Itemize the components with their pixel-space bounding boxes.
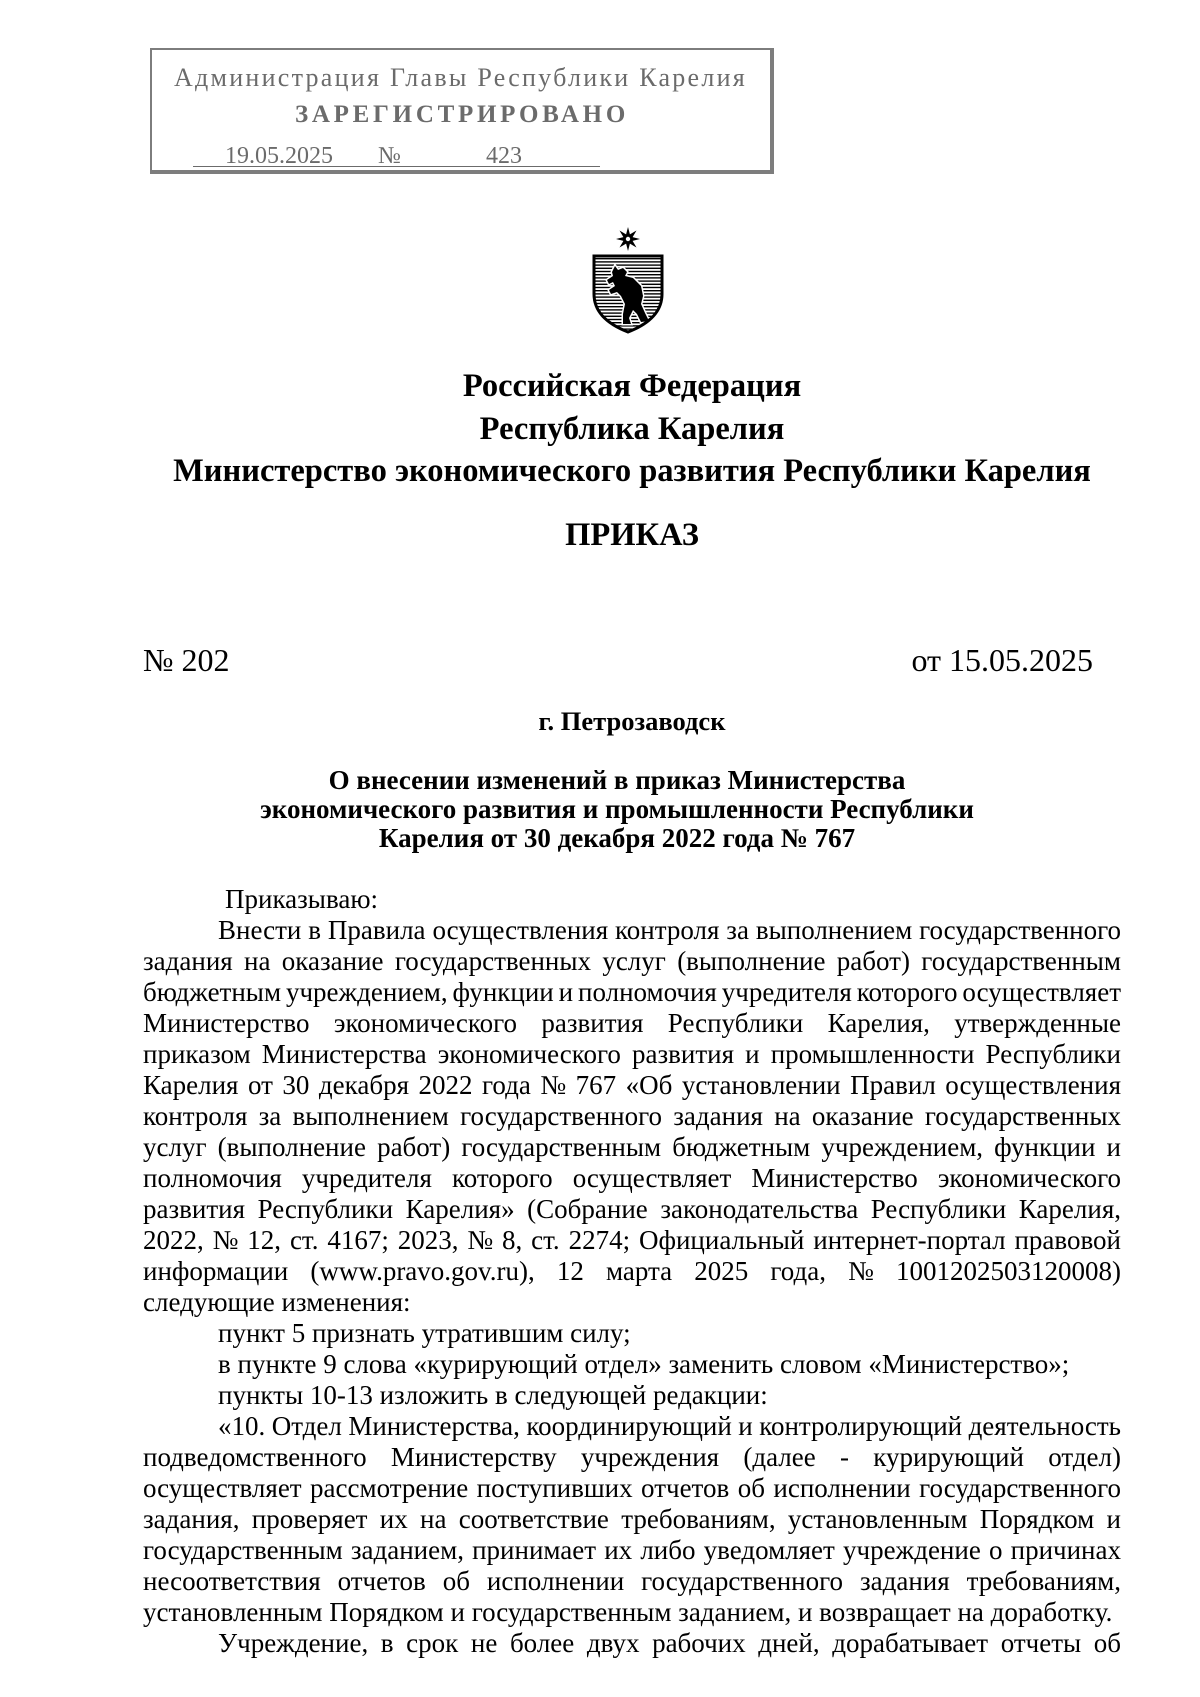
body-line: задания, проверяет их на соответствие требованиям, установленным Порядком и: [143, 1504, 1121, 1534]
body-line: пункт 5 признать утратившим силу;: [218, 1318, 631, 1348]
body-line: полномочия учредителя которого осуществляет Министерство экономического: [143, 1163, 1121, 1193]
body-line: Приказываю:: [225, 884, 378, 914]
registration-stamp: [150, 48, 774, 174]
body-line: приказом Министерства экономического развития и промышленности Республики: [143, 1039, 1121, 1069]
order-title-line: экономического развития и промышленности Республики: [260, 794, 974, 824]
body-line: установленным Порядком и государственным заданием, и возвращает на доработку.: [143, 1597, 1113, 1627]
body-line: подведомственного Министерству учреждения (далее - курирующий отдел): [143, 1442, 1121, 1472]
stamp-status: ЗАРЕГИСТРИРОВАНО: [295, 101, 629, 128]
body-line: осуществляет рассмотрение поступивших отчетов об исполнении государственного: [143, 1473, 1121, 1503]
order-body: [143, 884, 1121, 1659]
body-line: несоответствия отчетов об исполнении государственного задания требованиям,: [143, 1566, 1121, 1596]
heading-republic: Республика Карелия: [479, 411, 785, 447]
body-line: Карелия от 30 декабря 2022 года № 767 «Об установлении Правил осуществления: [143, 1070, 1121, 1100]
order-title-line: О внесении изменений в приказ Министерства: [328, 765, 906, 795]
body-line: следующие изменения:: [143, 1287, 411, 1317]
body-line: Министерство экономического развития Республики Карелия, утвержденные: [143, 1008, 1121, 1038]
body-line: услуг (выполнение работ) государственным бюджетным учреждением, функции и: [143, 1132, 1121, 1162]
stamp-number: 423: [486, 143, 522, 169]
document-type: ПРИКАЗ: [565, 517, 699, 553]
body-line: пункты 10-13 изложить в следующей редакции:: [218, 1380, 768, 1410]
order-title-line: Карелия от 30 декабря 2022 года № 767: [378, 823, 856, 853]
heading-country: Российская Федерация: [462, 368, 802, 404]
heading-ministry: Министерство экономического развития Республики Карелия: [173, 453, 1091, 489]
order-city: г. Петрозаводск: [538, 706, 726, 736]
stamp-date: 19.05.2025: [225, 143, 333, 169]
body-line: Внести в Правила осуществления контроля за выполнением государственного: [218, 915, 1121, 945]
body-line: бюджетным учреждением, функции и полномочия учредителя которого осуществляет: [143, 977, 1121, 1007]
body-line: «10. Отдел Министерства, координирующий и контролирующий деятельность: [218, 1411, 1121, 1441]
stamp-number-sign: №: [378, 143, 401, 169]
body-line: государственным заданием, принимает их либо уведомляет учреждение о причинах: [143, 1535, 1121, 1565]
order-number: № 202: [143, 642, 230, 678]
body-line: контроля за выполнением государственного задания на оказание государственных: [143, 1101, 1121, 1131]
body-line: Учреждение, в срок не более двух рабочих дней, дорабатывает отчеты об: [218, 1628, 1121, 1658]
order-date: от 15.05.2025: [911, 642, 1093, 678]
body-line: 2022, № 12, ст. 4167; 2023, № 8, ст. 2274; Официальный интернет-портал правовой: [143, 1225, 1121, 1255]
body-line: развития Республики Карелия» (Собрание законодательства Республики Карелия,: [143, 1194, 1121, 1224]
body-line: в пункте 9 слова «курирующий отдел» заменить словом «Министерство»;: [218, 1349, 1070, 1379]
coat-of-arms-icon: [588, 226, 668, 334]
order-title: [143, 766, 1091, 853]
stamp-organization: Администрация Главы Республики Карелия: [174, 63, 747, 92]
body-line: информации (www.pravo.gov.ru), 12 марта 2025 года, № 1001202503120008): [143, 1256, 1121, 1286]
body-line: задания на оказание государственных услуг (выполнение работ) государственным: [143, 946, 1121, 976]
